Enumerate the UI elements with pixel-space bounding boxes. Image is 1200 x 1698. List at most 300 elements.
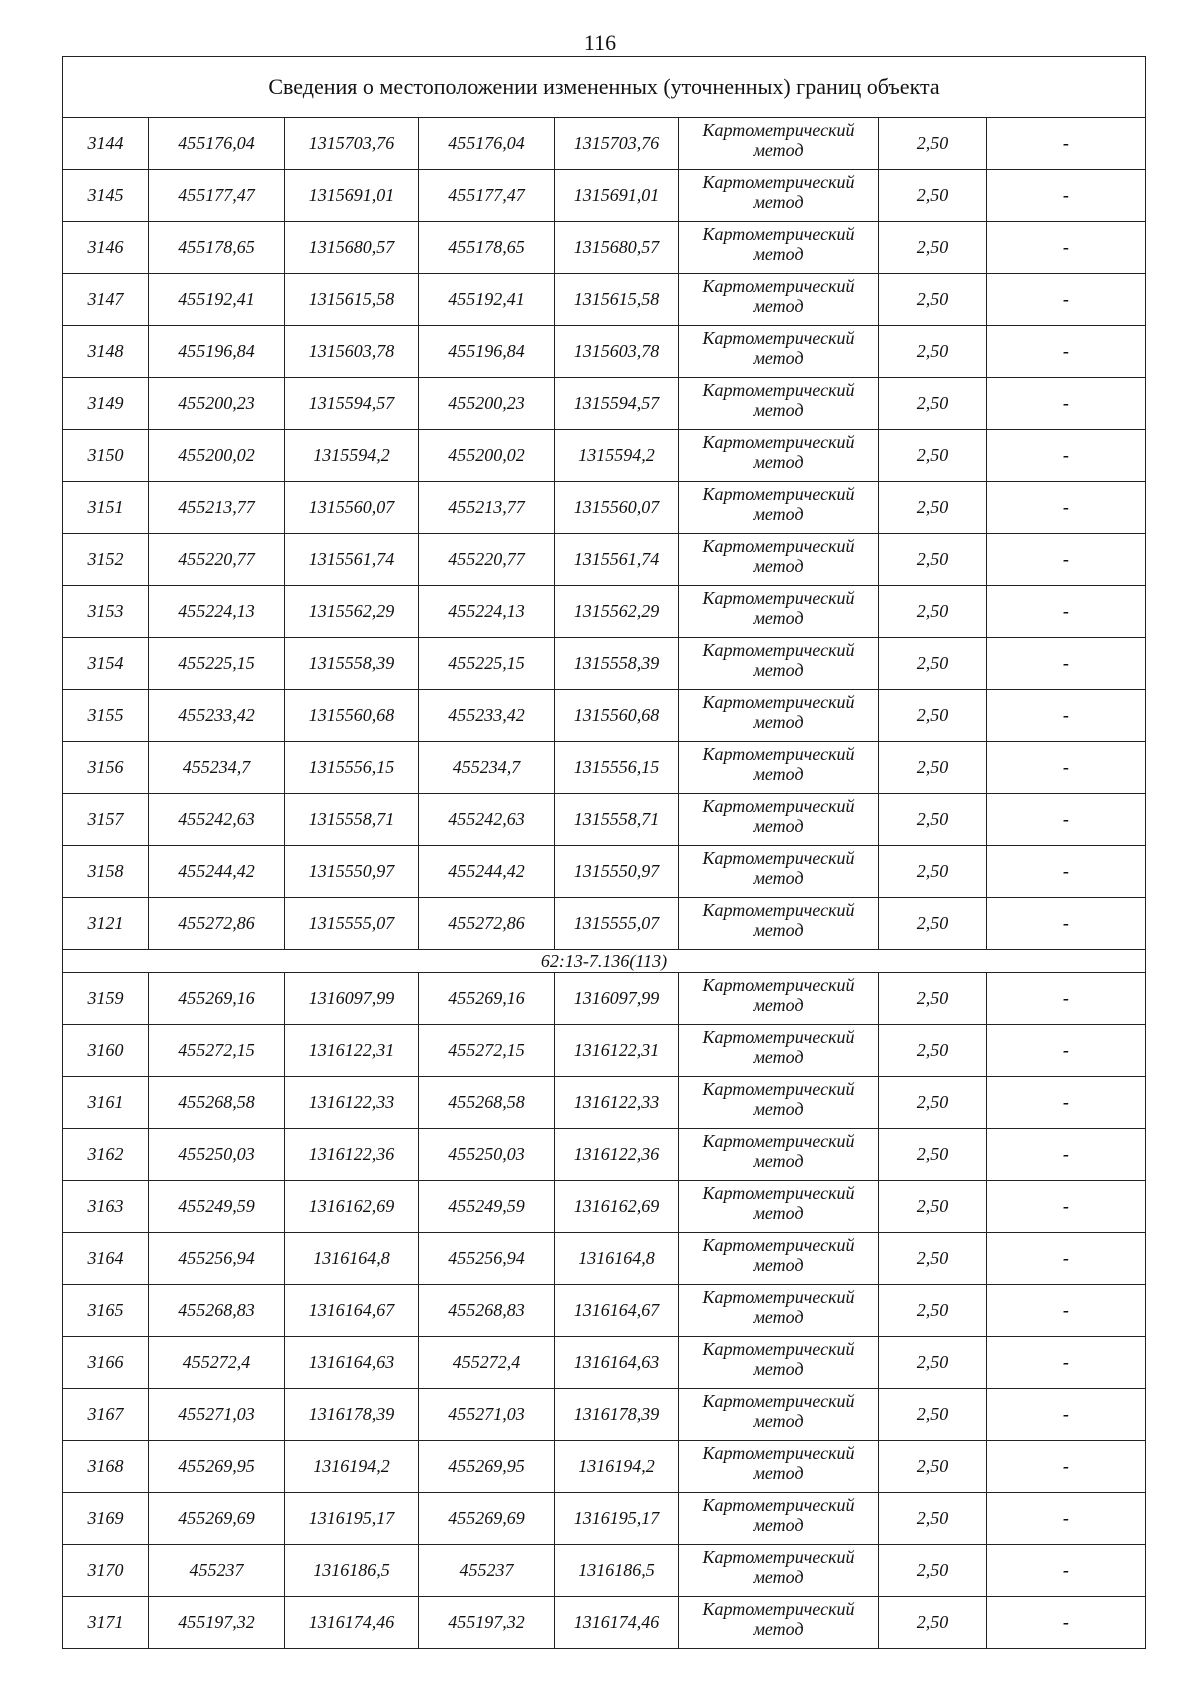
accuracy-cell: 2,50 — [879, 638, 987, 690]
table-row — [63, 586, 1146, 638]
table-row — [63, 638, 1146, 690]
refined-y-cell: 1315703,76 — [555, 118, 679, 170]
note-cell: - — [987, 534, 1146, 586]
table-row — [63, 222, 1146, 274]
existing-x-cell: 455269,95 — [149, 1441, 285, 1493]
existing-x-cell: 455192,41 — [149, 274, 285, 326]
refined-x-cell: 455237 — [419, 1545, 555, 1597]
existing-x-cell: 455269,16 — [149, 973, 285, 1025]
method-cell — [679, 1025, 879, 1077]
method-line-1: Картометрический — [702, 1027, 855, 1047]
table-row — [63, 378, 1146, 430]
existing-y-cell: 1316164,63 — [285, 1337, 419, 1389]
method-line-1: Картометрический — [702, 975, 855, 995]
refined-x-cell: 455220,77 — [419, 534, 555, 586]
method-line-2: метод — [753, 244, 804, 264]
refined-y-cell: 1315558,71 — [555, 794, 679, 846]
table-row — [63, 482, 1146, 534]
note-cell: - — [987, 222, 1146, 274]
point-number-cell: 3146 — [63, 222, 149, 274]
refined-x-cell: 455268,58 — [419, 1077, 555, 1129]
refined-x-cell: 455233,42 — [419, 690, 555, 742]
table-row — [63, 326, 1146, 378]
method-line-2: метод — [753, 1099, 804, 1119]
refined-x-cell: 455244,42 — [419, 846, 555, 898]
point-number-cell: 3169 — [63, 1493, 149, 1545]
accuracy-cell: 2,50 — [879, 1025, 987, 1077]
existing-x-cell: 455244,42 — [149, 846, 285, 898]
existing-y-cell: 1315594,57 — [285, 378, 419, 430]
note-cell: - — [987, 1025, 1146, 1077]
method-line-1: Картометрический — [702, 848, 855, 868]
existing-x-cell: 455272,86 — [149, 898, 285, 950]
point-number-cell: 3170 — [63, 1545, 149, 1597]
existing-y-cell: 1316195,17 — [285, 1493, 419, 1545]
point-number-cell: 3162 — [63, 1129, 149, 1181]
refined-y-cell: 1315562,29 — [555, 586, 679, 638]
accuracy-cell: 2,50 — [879, 1129, 987, 1181]
refined-x-cell: 455224,13 — [419, 586, 555, 638]
refined-x-cell: 455200,23 — [419, 378, 555, 430]
existing-x-cell: 455176,04 — [149, 118, 285, 170]
method-line-1: Картометрический — [702, 1183, 855, 1203]
refined-y-cell: 1316122,36 — [555, 1129, 679, 1181]
existing-y-cell: 1315691,01 — [285, 170, 419, 222]
table-row — [63, 1181, 1146, 1233]
refined-x-cell: 455176,04 — [419, 118, 555, 170]
note-cell: - — [987, 1545, 1146, 1597]
method-line-2: метод — [753, 1567, 804, 1587]
method-cell — [679, 638, 879, 690]
refined-x-cell: 455177,47 — [419, 170, 555, 222]
refined-x-cell: 455250,03 — [419, 1129, 555, 1181]
note-cell: - — [987, 742, 1146, 794]
accuracy-cell: 2,50 — [879, 690, 987, 742]
accuracy-cell: 2,50 — [879, 742, 987, 794]
method-line-1: Картометрический — [702, 1131, 855, 1151]
method-line-2: метод — [753, 660, 804, 680]
refined-x-cell: 455178,65 — [419, 222, 555, 274]
refined-y-cell: 1315558,39 — [555, 638, 679, 690]
point-number-cell: 3150 — [63, 430, 149, 482]
refined-x-cell: 455242,63 — [419, 794, 555, 846]
accuracy-cell: 2,50 — [879, 482, 987, 534]
accuracy-cell: 2,50 — [879, 846, 987, 898]
table-row — [63, 1233, 1146, 1285]
table-row — [63, 898, 1146, 950]
existing-x-cell: 455272,4 — [149, 1337, 285, 1389]
method-line-2: метод — [753, 868, 804, 888]
method-line-1: Картометрический — [702, 744, 855, 764]
refined-y-cell: 1316122,31 — [555, 1025, 679, 1077]
refined-y-cell: 1315594,2 — [555, 430, 679, 482]
refined-x-cell: 455271,03 — [419, 1389, 555, 1441]
existing-y-cell: 1315615,58 — [285, 274, 419, 326]
existing-x-cell: 455177,47 — [149, 170, 285, 222]
method-cell — [679, 1285, 879, 1337]
method-line-2: метод — [753, 712, 804, 732]
refined-y-cell: 1315556,15 — [555, 742, 679, 794]
existing-x-cell: 455178,65 — [149, 222, 285, 274]
refined-x-cell: 455272,4 — [419, 1337, 555, 1389]
note-cell: - — [987, 1493, 1146, 1545]
refined-y-cell: 1316122,33 — [555, 1077, 679, 1129]
existing-x-cell: 455233,42 — [149, 690, 285, 742]
method-line-1: Картометрический — [702, 1079, 855, 1099]
method-line-1: Картометрический — [702, 1547, 855, 1567]
method-line-2: метод — [753, 1619, 804, 1639]
existing-y-cell: 1316162,69 — [285, 1181, 419, 1233]
refined-x-cell: 455196,84 — [419, 326, 555, 378]
existing-x-cell: 455224,13 — [149, 586, 285, 638]
refined-y-cell: 1316186,5 — [555, 1545, 679, 1597]
point-number-cell: 3145 — [63, 170, 149, 222]
existing-y-cell: 1316122,31 — [285, 1025, 419, 1077]
method-cell — [679, 973, 879, 1025]
method-cell — [679, 586, 879, 638]
accuracy-cell: 2,50 — [879, 1077, 987, 1129]
table-row — [63, 690, 1146, 742]
method-cell — [679, 170, 879, 222]
point-number-cell: 3163 — [63, 1181, 149, 1233]
note-cell: - — [987, 482, 1146, 534]
method-line-1: Картометрический — [702, 900, 855, 920]
existing-y-cell: 1315562,29 — [285, 586, 419, 638]
existing-x-cell: 455268,83 — [149, 1285, 285, 1337]
existing-y-cell: 1315680,57 — [285, 222, 419, 274]
refined-x-cell: 455192,41 — [419, 274, 555, 326]
refined-y-cell: 1315560,68 — [555, 690, 679, 742]
existing-y-cell: 1315556,15 — [285, 742, 419, 794]
method-line-2: метод — [753, 556, 804, 576]
refined-y-cell: 1315555,07 — [555, 898, 679, 950]
method-line-1: Картометрический — [702, 796, 855, 816]
point-number-cell: 3155 — [63, 690, 149, 742]
existing-x-cell: 455200,23 — [149, 378, 285, 430]
method-line-2: метод — [753, 1515, 804, 1535]
accuracy-cell: 2,50 — [879, 1545, 987, 1597]
table-row — [63, 742, 1146, 794]
existing-y-cell: 1315555,07 — [285, 898, 419, 950]
method-cell — [679, 1077, 879, 1129]
note-cell: - — [987, 1441, 1146, 1493]
refined-y-cell: 1315561,74 — [555, 534, 679, 586]
refined-x-cell: 455225,15 — [419, 638, 555, 690]
existing-y-cell: 1315603,78 — [285, 326, 419, 378]
accuracy-cell: 2,50 — [879, 222, 987, 274]
table-row — [63, 846, 1146, 898]
table-title: Сведения о местоположении измененных (уточненных) границ объекта — [63, 57, 1146, 118]
point-number-cell: 3149 — [63, 378, 149, 430]
point-number-cell: 3161 — [63, 1077, 149, 1129]
existing-x-cell: 455268,58 — [149, 1077, 285, 1129]
note-cell: - — [987, 1129, 1146, 1181]
table-row — [63, 1493, 1146, 1545]
method-cell — [679, 794, 879, 846]
method-line-2: метод — [753, 920, 804, 940]
existing-y-cell: 1315594,2 — [285, 430, 419, 482]
table-row — [63, 1337, 1146, 1389]
method-cell — [679, 534, 879, 586]
note-cell: - — [987, 1337, 1146, 1389]
existing-y-cell: 1315560,68 — [285, 690, 419, 742]
method-cell — [679, 898, 879, 950]
method-line-2: метод — [753, 1255, 804, 1275]
method-line-2: метод — [753, 1151, 804, 1171]
method-line-1: Картометрический — [702, 1235, 855, 1255]
table-title-row — [63, 57, 1146, 118]
table-row — [63, 274, 1146, 326]
point-number-cell: 3156 — [63, 742, 149, 794]
point-number-cell: 3168 — [63, 1441, 149, 1493]
method-line-1: Картометрический — [702, 1495, 855, 1515]
point-number-cell: 3157 — [63, 794, 149, 846]
method-line-1: Картометрический — [702, 484, 855, 504]
refined-x-cell: 455269,69 — [419, 1493, 555, 1545]
refined-x-cell: 455269,16 — [419, 973, 555, 1025]
refined-y-cell: 1316178,39 — [555, 1389, 679, 1441]
refined-y-cell: 1316195,17 — [555, 1493, 679, 1545]
accuracy-cell: 2,50 — [879, 170, 987, 222]
existing-x-cell: 455249,59 — [149, 1181, 285, 1233]
table-row — [63, 430, 1146, 482]
refined-x-cell: 455256,94 — [419, 1233, 555, 1285]
point-number-cell: 3144 — [63, 118, 149, 170]
existing-x-cell: 455225,15 — [149, 638, 285, 690]
method-line-2: метод — [753, 348, 804, 368]
page-number: 116 — [583, 30, 617, 55]
method-line-1: Картометрический — [702, 276, 855, 296]
method-cell — [679, 1337, 879, 1389]
method-line-2: метод — [753, 400, 804, 420]
existing-y-cell: 1315558,71 — [285, 794, 419, 846]
refined-x-cell: 455272,15 — [419, 1025, 555, 1077]
existing-x-cell: 455271,03 — [149, 1389, 285, 1441]
accuracy-cell: 2,50 — [879, 378, 987, 430]
point-number-cell: 3171 — [63, 1597, 149, 1649]
section-header-row — [63, 950, 1146, 973]
method-line-2: метод — [753, 140, 804, 160]
method-line-2: метод — [753, 452, 804, 472]
refined-y-cell: 1316174,46 — [555, 1597, 679, 1649]
method-cell — [679, 430, 879, 482]
point-number-cell: 3159 — [63, 973, 149, 1025]
method-line-1: Картометрический — [702, 1287, 855, 1307]
refined-y-cell: 1316162,69 — [555, 1181, 679, 1233]
existing-x-cell: 455200,02 — [149, 430, 285, 482]
refined-x-cell: 455234,7 — [419, 742, 555, 794]
table-row — [63, 170, 1146, 222]
method-line-2: метод — [753, 1307, 804, 1327]
method-line-1: Картометрический — [702, 640, 855, 660]
method-cell — [679, 1181, 879, 1233]
refined-x-cell: 455249,59 — [419, 1181, 555, 1233]
method-cell — [679, 1597, 879, 1649]
refined-y-cell: 1316164,8 — [555, 1233, 679, 1285]
point-number-cell: 3148 — [63, 326, 149, 378]
note-cell: - — [987, 794, 1146, 846]
method-line-2: метод — [753, 995, 804, 1015]
refined-x-cell: 455269,95 — [419, 1441, 555, 1493]
note-cell: - — [987, 586, 1146, 638]
existing-y-cell: 1316164,8 — [285, 1233, 419, 1285]
existing-y-cell: 1315560,07 — [285, 482, 419, 534]
method-line-1: Картометрический — [702, 692, 855, 712]
existing-y-cell: 1315558,39 — [285, 638, 419, 690]
table-body — [63, 57, 1146, 1649]
note-cell: - — [987, 638, 1146, 690]
accuracy-cell: 2,50 — [879, 794, 987, 846]
refined-x-cell: 455268,83 — [419, 1285, 555, 1337]
note-cell: - — [987, 430, 1146, 482]
existing-y-cell: 1316194,2 — [285, 1441, 419, 1493]
table-row — [63, 534, 1146, 586]
note-cell: - — [987, 274, 1146, 326]
method-line-1: Картометрический — [702, 1599, 855, 1619]
point-number-cell: 3154 — [63, 638, 149, 690]
table-row — [63, 1285, 1146, 1337]
existing-x-cell: 455250,03 — [149, 1129, 285, 1181]
note-cell: - — [987, 118, 1146, 170]
refined-y-cell: 1316097,99 — [555, 973, 679, 1025]
existing-y-cell: 1315561,74 — [285, 534, 419, 586]
refined-y-cell: 1315560,07 — [555, 482, 679, 534]
table-row — [63, 794, 1146, 846]
existing-x-cell: 455220,77 — [149, 534, 285, 586]
note-cell: - — [987, 1233, 1146, 1285]
note-cell: - — [987, 846, 1146, 898]
boundary-coordinates-table — [62, 56, 1146, 1649]
method-cell — [679, 1129, 879, 1181]
accuracy-cell: 2,50 — [879, 1597, 987, 1649]
method-cell — [679, 690, 879, 742]
method-cell — [679, 1493, 879, 1545]
point-number-cell: 3164 — [63, 1233, 149, 1285]
parcel-section-label: 62:13-7.136(113) — [63, 950, 1146, 973]
existing-y-cell: 1316186,5 — [285, 1545, 419, 1597]
method-cell — [679, 1233, 879, 1285]
method-line-2: метод — [753, 608, 804, 628]
accuracy-cell: 2,50 — [879, 1181, 987, 1233]
method-line-1: Картометрический — [702, 432, 855, 452]
accuracy-cell: 2,50 — [879, 973, 987, 1025]
method-line-1: Картометрический — [702, 380, 855, 400]
method-line-2: метод — [753, 192, 804, 212]
accuracy-cell: 2,50 — [879, 1441, 987, 1493]
accuracy-cell: 2,50 — [879, 274, 987, 326]
point-number-cell: 3167 — [63, 1389, 149, 1441]
note-cell: - — [987, 898, 1146, 950]
refined-x-cell: 455272,86 — [419, 898, 555, 950]
method-cell — [679, 846, 879, 898]
note-cell: - — [987, 170, 1146, 222]
existing-y-cell: 1316174,46 — [285, 1597, 419, 1649]
existing-y-cell: 1315703,76 — [285, 118, 419, 170]
note-cell: - — [987, 1389, 1146, 1441]
point-number-cell: 3158 — [63, 846, 149, 898]
method-cell — [679, 326, 879, 378]
method-line-2: метод — [753, 504, 804, 524]
accuracy-cell: 2,50 — [879, 1233, 987, 1285]
method-line-2: метод — [753, 1359, 804, 1379]
method-line-2: метод — [753, 764, 804, 784]
accuracy-cell: 2,50 — [879, 534, 987, 586]
method-line-1: Картометрический — [702, 120, 855, 140]
refined-y-cell: 1315594,57 — [555, 378, 679, 430]
refined-y-cell: 1315550,97 — [555, 846, 679, 898]
point-number-cell: 3152 — [63, 534, 149, 586]
method-line-1: Картометрический — [702, 172, 855, 192]
method-line-2: метод — [753, 1203, 804, 1223]
method-cell — [679, 1389, 879, 1441]
method-cell — [679, 222, 879, 274]
accuracy-cell: 2,50 — [879, 586, 987, 638]
point-number-cell: 3165 — [63, 1285, 149, 1337]
point-number-cell: 3147 — [63, 274, 149, 326]
existing-y-cell: 1316122,36 — [285, 1129, 419, 1181]
method-line-1: Картометрический — [702, 1339, 855, 1359]
existing-y-cell: 1316178,39 — [285, 1389, 419, 1441]
existing-y-cell: 1316122,33 — [285, 1077, 419, 1129]
table-row — [63, 1597, 1146, 1649]
existing-y-cell: 1315550,97 — [285, 846, 419, 898]
existing-y-cell: 1316164,67 — [285, 1285, 419, 1337]
refined-y-cell: 1316164,63 — [555, 1337, 679, 1389]
refined-y-cell: 1315680,57 — [555, 222, 679, 274]
refined-x-cell: 455200,02 — [419, 430, 555, 482]
existing-x-cell: 455269,69 — [149, 1493, 285, 1545]
accuracy-cell: 2,50 — [879, 118, 987, 170]
method-line-1: Картометрический — [702, 224, 855, 244]
method-cell — [679, 118, 879, 170]
refined-x-cell: 455197,32 — [419, 1597, 555, 1649]
note-cell: - — [987, 378, 1146, 430]
existing-x-cell: 455242,63 — [149, 794, 285, 846]
point-number-cell: 3160 — [63, 1025, 149, 1077]
method-line-2: метод — [753, 1463, 804, 1483]
note-cell: - — [987, 326, 1146, 378]
accuracy-cell: 2,50 — [879, 1389, 987, 1441]
table-row — [63, 1545, 1146, 1597]
method-line-2: метод — [753, 296, 804, 316]
existing-y-cell: 1316097,99 — [285, 973, 419, 1025]
existing-x-cell: 455213,77 — [149, 482, 285, 534]
note-cell: - — [987, 1181, 1146, 1233]
method-line-1: Картометрический — [702, 1443, 855, 1463]
point-number-cell: 3121 — [63, 898, 149, 950]
accuracy-cell: 2,50 — [879, 1285, 987, 1337]
method-line-1: Картометрический — [702, 588, 855, 608]
method-line-2: метод — [753, 816, 804, 836]
method-cell — [679, 1545, 879, 1597]
method-cell — [679, 378, 879, 430]
point-number-cell: 3151 — [63, 482, 149, 534]
table-row — [63, 1025, 1146, 1077]
note-cell: - — [987, 1597, 1146, 1649]
method-cell — [679, 742, 879, 794]
accuracy-cell: 2,50 — [879, 1493, 987, 1545]
table-row — [63, 1389, 1146, 1441]
table-row — [63, 118, 1146, 170]
method-cell — [679, 1441, 879, 1493]
refined-y-cell: 1316194,2 — [555, 1441, 679, 1493]
accuracy-cell: 2,50 — [879, 898, 987, 950]
method-line-2: метод — [753, 1411, 804, 1431]
refined-x-cell: 455213,77 — [419, 482, 555, 534]
note-cell: - — [987, 1077, 1146, 1129]
existing-x-cell: 455272,15 — [149, 1025, 285, 1077]
method-line-2: метод — [753, 1047, 804, 1067]
